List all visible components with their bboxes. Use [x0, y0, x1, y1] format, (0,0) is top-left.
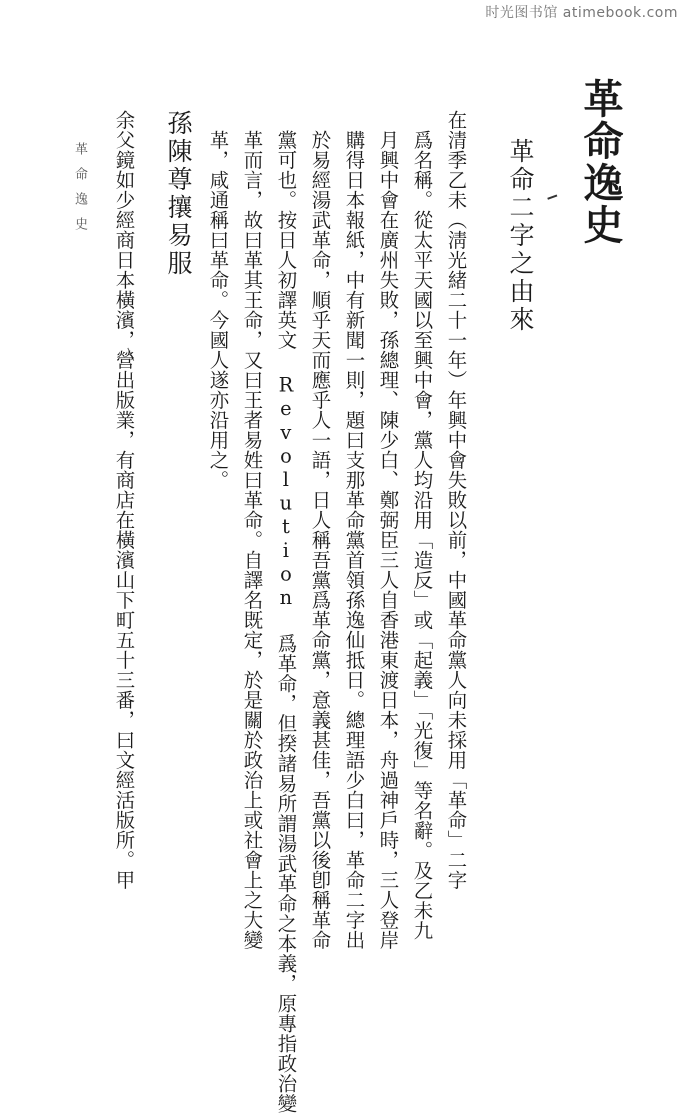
book-title: 革命逸史 [577, 78, 624, 246]
body-line-6: 黨可也。按日人初譯英文 Revolution 爲革命，但揆諸易所謂湯武革命之本義，原專指政治變 [274, 130, 298, 1113]
essay-title: 孫陳尊攘易服 [164, 110, 193, 278]
essay-line-1: 余父鏡如少經商日本橫濱，營出版業，有商店在橫濱山下町五十三番，曰文經活版所。甲 [112, 110, 136, 890]
body-line-8: 革，咸通稱曰革命。今國人遂亦沿用之。 [206, 130, 230, 490]
body-line-3: 月興中會在廣州失敗，孫總理、陳少白、鄭弼臣三人自香港東渡日本，舟過神戶時，三人登岸 [376, 130, 400, 950]
site-watermark: 时光图书馆 atimebook.com [485, 5, 678, 21]
margin-mark [547, 194, 558, 203]
body-line-7: 革而言，故曰革其王命，又曰王者易姓曰革命。自譯名既定，於是關於政治上或社會上之大變 [240, 130, 264, 950]
section-title: 革命二字之由來 [506, 138, 535, 334]
body-line-5: 於易經湯武革命，順乎天而應乎人一語，日人稱吾黨爲革命黨，意義甚佳，吾黨以後卽稱革命 [308, 130, 332, 950]
running-head: 革命逸史 [72, 142, 87, 242]
body-line-4: 購得日本報紙，中有新聞一則，題曰支那革命黨首領孫逸仙抵日。總理語少白曰，革命二字出 [342, 130, 366, 950]
body-line-1: 在清季乙未（淸光緒二十一年）年興中會失敗以前，中國革命黨人向未採用「革命」二字 [444, 110, 468, 890]
body-line-2: 爲名稱。從太平天國以至興中會，黨人均沿用「造反」或「起義」「光復」等名辭。及乙未九 [410, 130, 434, 941]
